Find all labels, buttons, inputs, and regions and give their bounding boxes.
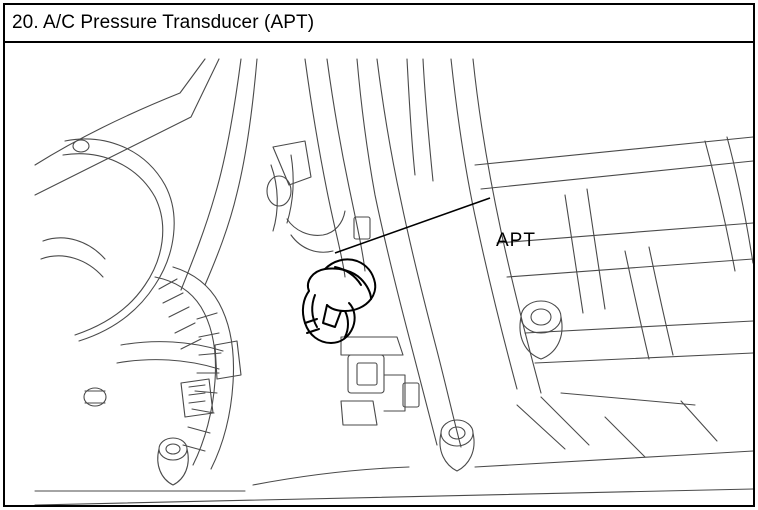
engine-bay-line-drawing-svg — [5, 45, 753, 505]
figure-illustration — [5, 45, 753, 505]
section-title-bar — [5, 5, 753, 43]
apt-leader-line — [335, 198, 490, 253]
callout-label-apt: APT — [496, 230, 536, 251]
page-title: 20. A/C Pressure Transducer (APT) — [12, 12, 315, 33]
apt-sensor-outline — [303, 259, 375, 343]
